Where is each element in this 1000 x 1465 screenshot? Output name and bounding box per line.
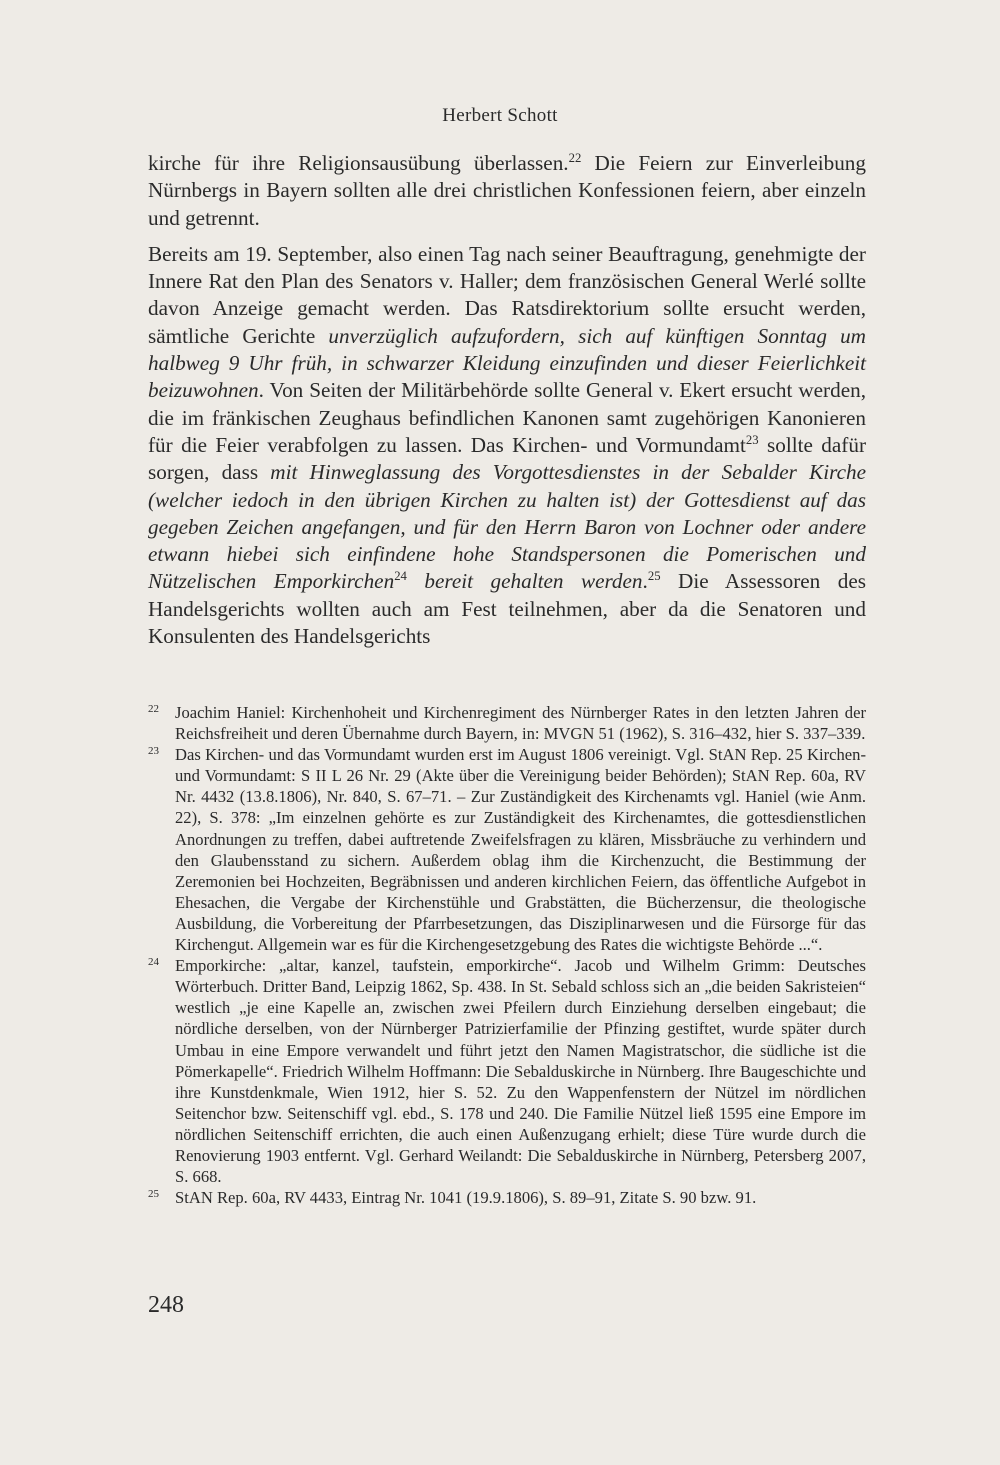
footnotes xyxy=(148,702,866,1208)
footnote xyxy=(148,1187,866,1208)
text-run: Bereits am 19. September, also einen Tag nach seiner Beauftragung, genehmigte der Innere Rat den Plan des Senators v. Haller; dem französischen General Werlé sollte davon Anzeige gemacht werden. Das Ratsdirektorium sollte ersucht werden, sämtliche Gerichte xyxy=(148,241,866,348)
text-run: sollte dafür sorgen, dass xyxy=(148,432,866,485)
footnote-text: StAN Rep. 60a, RV 4433, Eintrag Nr. 1041 (19.9.1806), S. 89–91, Zitate S. 90 bzw. 91. xyxy=(175,1188,757,1208)
footnote-ref: 23 xyxy=(745,432,759,447)
footnote xyxy=(148,702,866,744)
footnote-number: 24 xyxy=(148,956,159,969)
footnote-text: Emporkirche: „altar, kanzel, taufstein, emporkirche“. Jacob und Wilhelm Grimm: Deutsches Wörterbuch. Dritter Band, Leipzig 1862, Sp. 438. In St. Sebald schloss sich an „die beiden Sakristeien“ westlich „je eine Kapelle an, zwischen zwei Pfeilern durch Einziehung derselben eingebaut; die nördliche derselben, von der Nürnberger Patrizierfamilie der Pfinzing gestiftet, wurde später durch Umbau in eine Empore verwandelt und führt jetzt den Namen Magistratschor, die südliche ist die Pömerkapelle“. Friedrich Wilhelm Hoffmann: Die Sebalduskirche in Nürnberg. Ihre Baugeschichte und ihre Kunstdenkmale, Wien 1912, hier S. 52. Zu den Wappenfenstern der Nützel im nördlichen Seitenchor bzw. Seitenschiff vgl. ebd., S. 178 und 240. Die Familie Nützel ließ 1595 eine Empore im nördlichen Seitenschiff errichten, die auch einen Außenzugang erhielt; diese Türe wurde durch die Renovierung 1903 entfernt. Vgl. Gerhard Weilandt: Die Sebalduskirche in Nürnberg, Petersberg 2007, S. 668. xyxy=(175,956,866,1187)
page-number: 248 xyxy=(148,1292,184,1318)
quoted-source-text: mit Hinweglassung des Vorgottesdienstes in der Sebalder Kirche (welcher iedoch in den übrigen Kirchen zu halten ist) der Gottesdienst auf das gegeben Zeichen angefangen, und für den Herrn Baron von Lochner oder andere etwann hiebei sich einfindene hohe Standspersonen die Pomerischen und Nützelischen Emporkirchen xyxy=(148,460,866,594)
text-run: Die Feiern zur Einverleibung Nürnbergs in Bayern sollten alle drei christlichen Konfessionen feiern, aber einzeln und getrennt. xyxy=(148,151,866,230)
text-run: Die Assessoren des Handelsgerichts wollten auch am Fest teilnehmen, aber da die Senatoren und Konsulenten des Handelsgerichts xyxy=(148,569,866,649)
footnote-number: 23 xyxy=(148,745,159,758)
footnote-number: 22 xyxy=(148,703,159,715)
quoted-source-text: unverzüglich aufzufordern, sich auf künftigen Sonntag um halbweg 9 Uhr früh, in schwarzer Kleidung einzufinden und dieser Feierlichkeit beizuwohnen xyxy=(148,323,866,403)
quoted-source-text: bereit gehalten werden xyxy=(406,569,643,594)
footnote-ref: 24 xyxy=(394,569,407,584)
text-run: kirche für ihre Religionsausübung überlassen. xyxy=(148,151,569,175)
paragraph xyxy=(148,241,866,650)
footnote xyxy=(148,744,866,955)
text-run: . Von Seiten der Militärbehörde sollte General v. Ekert ersucht werden, die im fränkischen Zeughaus befindlichen Kanonen samt zugehörigen Kanonieren für die Feier verabfolgen zu lassen. Das Kirchen- und Vormundamt xyxy=(148,378,866,457)
footnote-number: 25 xyxy=(148,1188,159,1201)
footnote-ref: 22 xyxy=(568,150,582,165)
footnote-text: Joachim Haniel: Kirchenhoheit und Kirchenregiment des Nürnberger Rates in den letzten Jahren der Reichsfreiheit und deren Übernahme durch Bayern, in: MVGN 51 (1962), S. 316–432, hier S. 337–339. xyxy=(175,703,866,744)
footnote-ref: 25 xyxy=(647,569,661,584)
text-run: . xyxy=(642,569,648,594)
paragraph xyxy=(148,150,866,232)
main-text xyxy=(148,150,866,650)
footnote xyxy=(148,955,866,1187)
running-head: Herbert Schott xyxy=(442,105,558,126)
footnote-text: Das Kirchen- und das Vormundamt wurden erst im August 1806 vereinigt. Vgl. StAN Rep. 25 Kirchen- und Vormundamt: S II L 26 Nr. 29 (Akte über die Vereinigung beider Behörden); StAN Rep. 60a, RV Nr. 4432 (13.8.1806), Nr. 840, S. 67–71. – Zur Zuständigkeit des Kirchenamts vgl. Haniel (wie Anm. 22), S. 378: „Im einzelnen gehörte es zur Zuständigkeit des Kirchenamtes, die gottesdienstlichen Anordnungen zu treffen, dabei auftretende Zweifelsfragen zu klären, Missbräuche zu verhindern und den Glaubensstand zu sichern. Außerdem oblag ihm die Kirchenzucht, die Bestimmung der Zeremonien bei Hochzeiten, Begräbnissen und anderen kirchlichen Feiern, das öffentliche Aufgebot in Ehesachen, die Vergabe der Kirchenstühle und Grabstätten, die Bücherzensur, die theologische Ausbildung, die Vorbereitung der Pfarrbesetzungen, das Disziplinarwesen und die Fürsorge für das Kirchengut. Allgemein war es für die Kirchengesetzgebung des Rates die wichtigste Behörde ...“. xyxy=(175,745,866,955)
